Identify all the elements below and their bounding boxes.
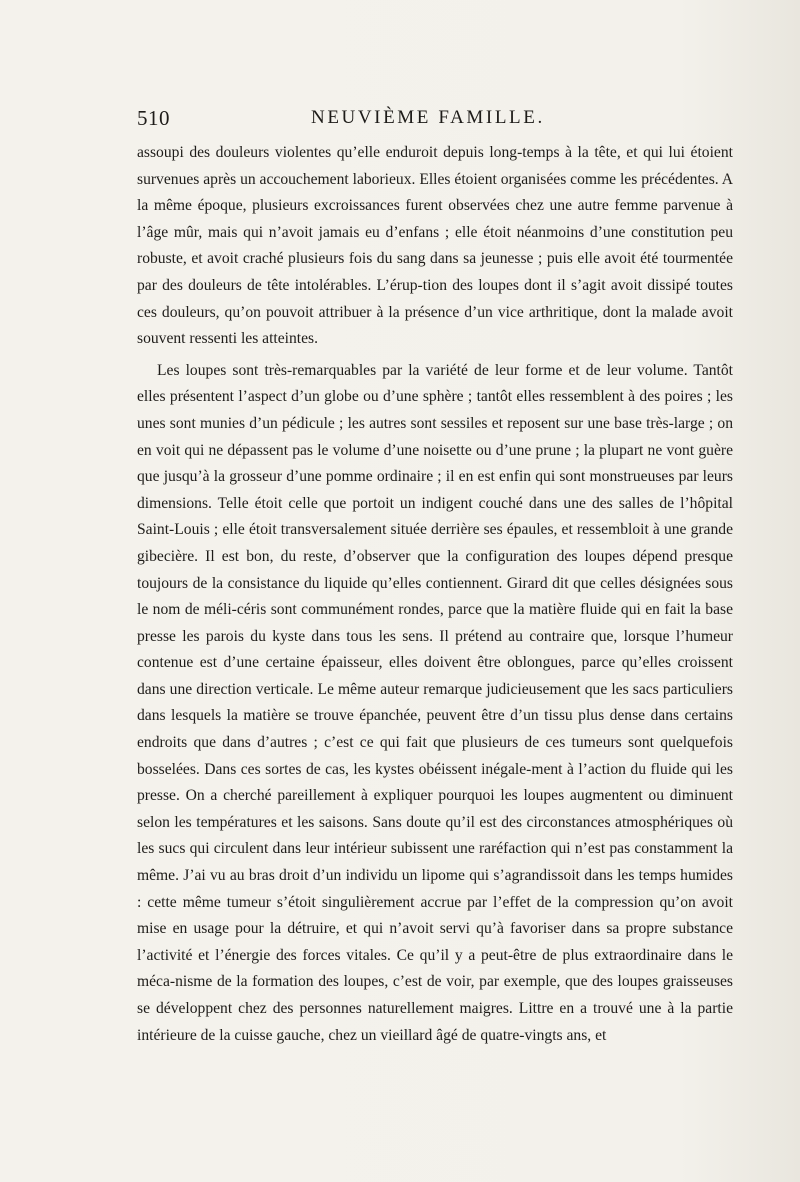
page-header <box>137 106 737 136</box>
body-text <box>137 140 733 1049</box>
paragraph-loupes: Les loupes sont très-remarquables par la variété de leur forme et de leur volume. Tantôt elles présentent l’aspect d’un globe ou d’une sphère ; tantôt elles ressemblent à des poires ; les unes sont munies d’un pédicule ; les autres sont sessiles et reposent sur une base très-large ; on en voit qui ne dépassent pas le volume d’une noisette ou d’une prune ; la plupart ne vont guère que jusqu’à la grosseur d’une pomme ordinaire ; il en est enfin qui sont monstrueuses par leurs dimensions. Telle étoit celle que portoit un indigent couché dans une des salles de l’hôpital Saint-Louis ; elle étoit transversalement située derrière ses épaules, et ressembloit à une grande gibecière. Il est bon, du reste, d’observer que la configuration des loupes dépend presque toujours de la consistance du liquide qu’elles contiennent. Girard dit que celles désignées sous le nom de méli-céris sont communément rondes, parce que la matière fluide qui en fait la base presse les parois du kyste dans tous les sens. Il prétend au contraire que, lorsque l’humeur contenue est d’une certaine épaisseur, elles doivent être oblongues, parce qu’elles croissent dans une direction verticale. Le même auteur remarque judicieusement que les sacs particuliers dans lesquels la matière se trouve épanchée, peuvent être d’un tissu plus dense dans certains endroits que dans d’autres ; c’est ce qui fait que plusieurs de ces tumeurs sont quelquefois bosselées. Dans ces sortes de cas, les kystes obéissent inégale-ment à l’action du fluide qui les presse. On a cherché pareillement à expliquer pourquoi les loupes augmentent ou diminuent selon les températures et les saisons. Sans doute qu’il est des circonstances atmosphériques où les sucs qui circulent dans leur intérieur subissent une raréfaction qui n’est pas constamment la même. J’ai vu au bras droit d’un individu un lipome qui s’agrandissoit dans les temps humides : cette même tumeur s’étoit singulièrement accrue par l’effet de la compression qu’on avoit mise en usage pour la détruire, et qui n’avoit servi qu’à favoriser dans sa propre substance l’activité et l’énergie des forces vitales. Ce qu’il y a peut-être de plus extraordinaire dans le méca-nisme de la formation des loupes, c’est de voir, par exemple, que des loupes graisseuses se développent chez des personnes naturellement maigres. Littre en a trouvé une à la partie intérieure de la cuisse gauche, chez un vieillard âgé de quatre-vingts ans, et <box>137 361 733 1044</box>
page-number: 510 <box>137 106 170 130</box>
paragraph-continued: assoupi des douleurs violentes qu’elle enduroit depuis long-temps à la tête, et qui lui étoient survenues après un accouchement laborieux. Elles étoient organisées comme les précédentes. A la même époque, plusieurs excroissances furent observées chez une autre femme parvenue à l’âge mûr, mais qui n’avoit jamais eu d’enfans ; elle étoit néanmoins d’une constitution peu robuste, et avoit craché plusieurs fois du sang dans sa jeunesse ; puis elle avoit été tourmentée par des douleurs de tête intolérables. L’érup-tion des loupes dont il s’agit avoit dissipé toutes ces douleurs, qu’on pouvoit attribuer à la présence d’un vice arthritique, dont la malade avoit souvent ressenti les atteintes. <box>137 144 733 348</box>
running-title: NEUVIÈME FAMILLE. <box>311 107 545 128</box>
